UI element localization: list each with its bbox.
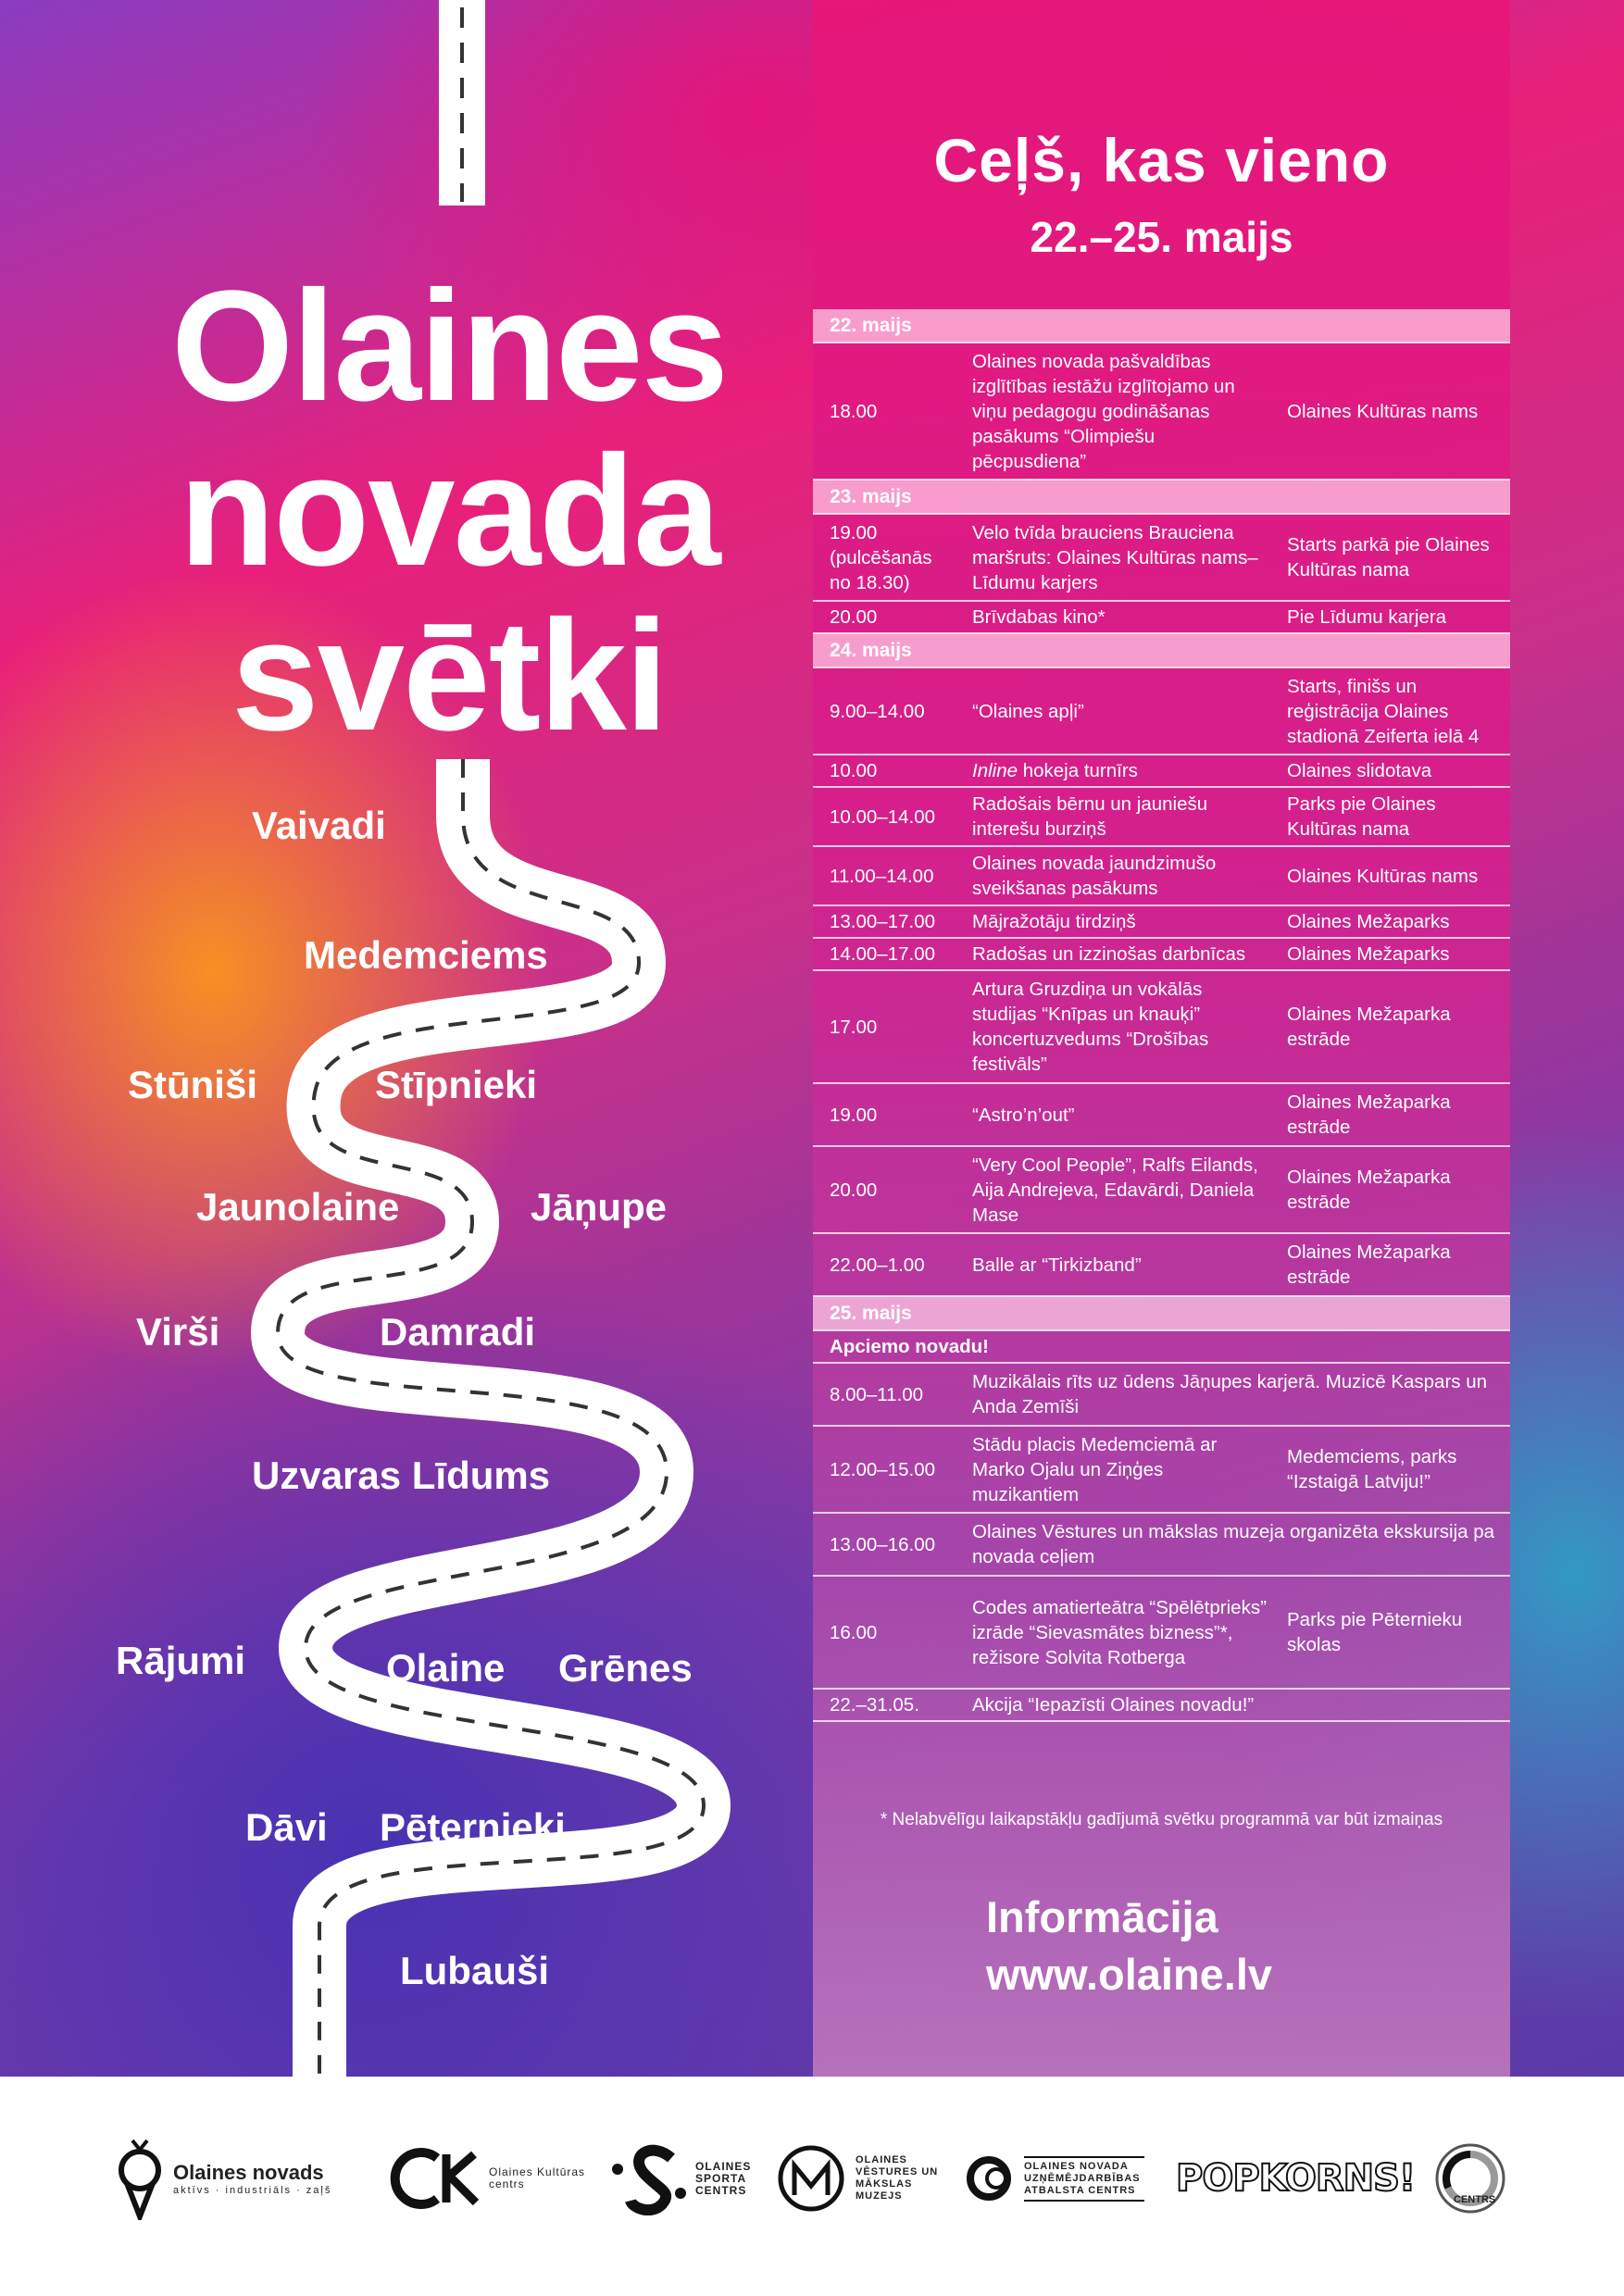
schedule-row (813, 1689, 1510, 1721)
place-rajumi: Rājumi (116, 1639, 246, 1682)
title-line-2: novada (179, 423, 719, 599)
event-place: Olaines Mežaparka estrāde (1276, 1233, 1510, 1296)
event-time: 18.00 (813, 343, 961, 480)
schedule-row (813, 1083, 1510, 1146)
logo-kulturas-centrs (389, 2128, 591, 2229)
place-davi: Dāvi (245, 1805, 328, 1849)
day-label: 23. maijs (813, 480, 1510, 514)
event-place: Parks pie Pēternieku skolas (1276, 1576, 1510, 1689)
day-label: 22. maijs (813, 309, 1510, 343)
event-place: Starts, finišs un reģistrācija Olaines stadionā Zeiferta ielā 4 (1276, 668, 1510, 755)
logo-uac (965, 2128, 1144, 2229)
event-title-italic: Inline (972, 760, 1018, 781)
sport-s-icon (606, 2141, 690, 2215)
schedule-row (813, 1146, 1510, 1233)
day-label: 24. maijs (813, 633, 1510, 668)
place-stunisi: Stūniši (128, 1063, 258, 1106)
schedule-row (813, 1513, 1510, 1576)
event-time: 20.00 (813, 601, 961, 633)
schedule-row (813, 601, 1510, 633)
event-time: 19.00 (813, 1083, 961, 1146)
event-time: 11.00–14.00 (813, 846, 961, 905)
event-title: Velo tvīda brauciens Brauciena maršruts: Olaines Kultūras nams–Līdumu karjers (961, 514, 1276, 601)
logo-sporta-centrs (606, 2128, 760, 2229)
headline (813, 125, 1510, 262)
info-url[interactable]: www.olaine.lv (986, 1950, 1273, 1999)
logo-sport-text: OLAINES SPORTA CENTRS (695, 2159, 752, 2197)
sub-header-row (813, 1330, 1510, 1363)
schedule-row (813, 668, 1510, 755)
event-title: “Olaines apļi” (961, 668, 1276, 755)
event-title: Radošais bērnu un jauniešu interešu burziņš (961, 787, 1276, 846)
event-time: 12.00–15.00 (813, 1426, 961, 1513)
pin-icon (116, 2137, 164, 2220)
logo-centrs-text: CENTRS (1454, 2194, 1496, 2205)
event-place: Parks pie Olaines Kultūras nama (1276, 787, 1510, 846)
title-line-1: Olaines (170, 258, 728, 434)
info-label: Informācija (986, 1892, 1218, 1941)
schedule-row (813, 1426, 1510, 1513)
logo-olaines-novads (116, 2128, 331, 2229)
event-time: 17.00 (813, 970, 961, 1083)
place-damradi: Damradi (380, 1310, 536, 1354)
event-time: 13.00–17.00 (813, 905, 961, 938)
logo-muzejs-text: OLAINES VĒSTURES UN MĀKSLAS MUZEJS (856, 2154, 939, 2202)
event-title (961, 755, 1276, 787)
schedule-row (813, 970, 1510, 1083)
schedule-row (813, 514, 1510, 601)
event-time: 19.00 (pulcēšanās no 18.30) (813, 514, 961, 601)
event-title: Stādu placis Medemciemā ar Marko Ojalu un Ziņģes muzikantiem (961, 1426, 1276, 1513)
place-virsi: Virši (136, 1310, 220, 1354)
event-title: Olaines novada pašvaldības izglītības iestāžu izglītojamo un viņu pedagogu godināšanas pasākums “Olimpiešu pēcpusdiena” (961, 343, 1276, 480)
day-header (813, 1296, 1510, 1330)
event-time: 14.00–17.00 (813, 938, 961, 970)
event-time: 16.00 (813, 1576, 961, 1689)
place-janupe: Jāņupe (531, 1185, 668, 1229)
poster-title (120, 258, 778, 764)
schedule-row (813, 1233, 1510, 1296)
schedule-row (813, 938, 1510, 970)
day-header (813, 309, 1510, 343)
event-title: “Very Cool People”, Ralfs Eilands, Aija Andrejeva, Edavārdi, Daniela Mase (961, 1146, 1276, 1233)
day-header (813, 633, 1510, 668)
slogan: Ceļš, kas vieno (933, 126, 1390, 194)
logo-novads-name: Olaines novads (173, 2161, 324, 2184)
uac-icon (965, 2151, 1020, 2206)
place-jaunolaine: Jaunolaine (196, 1185, 400, 1229)
day-header (813, 480, 1510, 514)
event-place: Olaines Mežaparks (1276, 905, 1510, 938)
event-time: 9.00–14.00 (813, 668, 961, 755)
event-time: 22.–31.05. (813, 1689, 961, 1721)
event-title: Muzikālais rīts uz ūdens Jāņupes karjerā. Muzicē Kaspars un Anda Zemīši (961, 1363, 1510, 1426)
museum-m-icon (776, 2143, 846, 2214)
event-title: Artura Gruzdiņa un vokālās studijas “Knīpas un knauķi” koncertuzvedums “Drošības festivāls” (961, 970, 1276, 1083)
schedule-row (813, 1363, 1510, 1426)
schedule-table (813, 309, 1510, 1722)
event-place: Olaines Mežaparka estrāde (1276, 1083, 1510, 1146)
logo-muzejs (776, 2128, 948, 2229)
footnote: * Nelabvēlīgu laikapstākļu gadījumā svētku programmā var būt izmaiņas (880, 1810, 1443, 1829)
event-place: Olaines Mežaparka estrāde (1276, 970, 1510, 1083)
road-top-segment (439, 0, 485, 206)
schedule-row (813, 755, 1510, 787)
event-title: Brīvdabas kino* (961, 601, 1276, 633)
event-title: “Astro’n’out” (961, 1083, 1276, 1146)
place-stipnieki: Stīpnieki (375, 1063, 538, 1106)
ck-icon (389, 2141, 481, 2215)
event-time: 10.00 (813, 755, 961, 787)
event-time: 22.00–1.00 (813, 1233, 961, 1296)
schedule-row (813, 905, 1510, 938)
schedule-row (813, 846, 1510, 905)
logo-uac-text: OLAINES NOVADA UZŅĒMĒJDARBĪBAS ATBALSTA CENTRS (1024, 2156, 1144, 2202)
event-place: Medemciems, parks “Izstaigā Latviju!” (1276, 1426, 1510, 1513)
schedule-row (813, 343, 1510, 480)
title-line-3: svētki (231, 588, 668, 764)
day-label: 25. maijs (813, 1296, 1510, 1330)
place-vaivadi: Vaivadi (252, 804, 386, 847)
event-place: Olaines Kultūras nams (1276, 343, 1510, 480)
event-place: Olaines Mežaparka estrāde (1276, 1146, 1510, 1233)
event-place: Olaines Kultūras nams (1276, 846, 1510, 905)
event-title: Radošas un izzinošas darbnīcas (961, 938, 1276, 970)
event-title: Olaines novada jaundzimušo sveikšanas pasākums (961, 846, 1276, 905)
logo-strip (0, 2077, 1624, 2296)
logo-ck-text: Olaines Kultūras centrs (489, 2165, 586, 2190)
place-grenes: Grēnes (558, 1646, 693, 1690)
event-title: Mājražotāju tirdziņš (961, 905, 1276, 938)
event-title: Balle ar “Tirkizband” (961, 1233, 1276, 1296)
event-title-rest: hokeja turnīrs (1018, 760, 1138, 781)
event-place: Starts parkā pie Olaines Kultūras nama (1276, 514, 1510, 601)
place-olaine: Olaine (386, 1646, 506, 1690)
logo-jauniesu-centrs (1433, 2128, 1507, 2229)
place-medemciems: Medemciems (304, 933, 548, 977)
sub-header: Apciemo novadu! (813, 1330, 1510, 1363)
event-time: 20.00 (813, 1146, 961, 1233)
logo-novads-tag: aktīvs · industriāls · zaļš (173, 2185, 332, 2196)
schedule-row (813, 787, 1510, 846)
place-uzvaras-lidums: Uzvaras Līdums (252, 1454, 551, 1497)
event-time: 10.00–14.00 (813, 787, 961, 846)
event-place: Olaines slidotava (1276, 755, 1510, 787)
info-block (986, 1889, 1272, 2003)
event-title: Olaines Vēstures un mākslas muzeja organizēta ekskursija pa novada ceļiem (961, 1513, 1510, 1576)
event-time: 8.00–11.00 (813, 1363, 961, 1426)
event-title: Codes amatierteātra “Spēlētprieks” izrāde “Sievasmātes bizness”*, režisore Solvita Rotberga (961, 1576, 1276, 1689)
event-place: Pie Līdumu karjera (1276, 601, 1510, 633)
event-title: Akcija “Iepazīsti Olaines novadu!” (961, 1689, 1510, 1721)
event-dates: 22.–25. maijs (1030, 213, 1293, 261)
logo-popkorns-text: POPKORNS! (1176, 2157, 1416, 2200)
place-lubausi: Lubauši (400, 1949, 550, 1992)
logo-popkorns (1176, 2128, 1415, 2229)
event-time: 13.00–16.00 (813, 1513, 961, 1576)
event-place: Olaines Mežaparks (1276, 938, 1510, 970)
place-peternieki: Pēternieki (380, 1805, 566, 1849)
schedule-row (813, 1576, 1510, 1689)
